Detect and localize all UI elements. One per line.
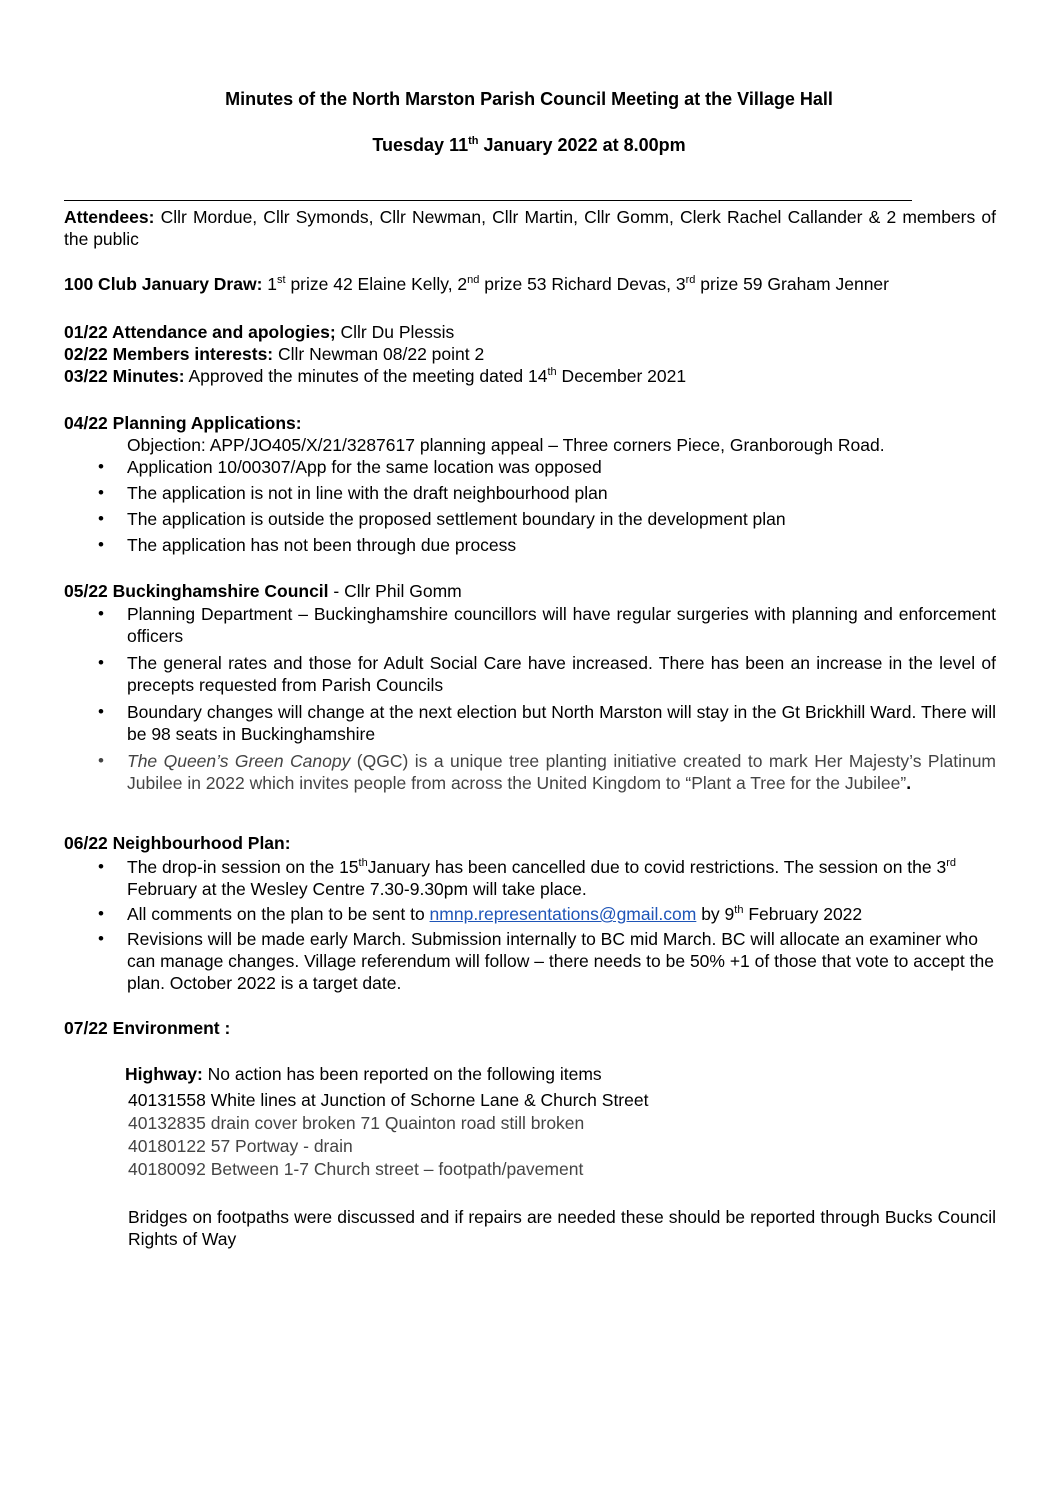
b1-sup-2: rd <box>946 857 957 870</box>
item-06-heading: 06/22 Neighbourhood Plan: <box>64 833 291 853</box>
attendees-label: Attendees: <box>64 207 155 227</box>
list-item <box>64 856 996 900</box>
b1-sup: th <box>358 857 368 870</box>
item-02-text: Cllr Newman 08/22 point 2 <box>273 344 485 364</box>
club-text-1: 1 <box>262 274 278 294</box>
list-item: • The application is not in line with the draft neighbourhood plan <box>64 482 996 504</box>
attendees-text: Cllr Mordue, Cllr Symonds, Cllr Newman, Cllr Martin, Cllr Gomm, Clerk Rachel Callander & 2 members of the public <box>64 207 996 249</box>
list-item: 40132835 drain cover broken 71 Quainton road still broken <box>128 1113 585 1133</box>
title-divider <box>64 200 912 201</box>
plan-bullet-list <box>64 856 996 994</box>
item-05-heading-suffix: - Cllr Phil Gomm <box>328 581 462 601</box>
qgc-text: (QGC) is a unique tree planting initiative created to mark Her Majesty’s Platinum Jubilee in 2022 which invites people from across the United Kingdom to “Plant a Tree for the Jubilee” <box>127 751 997 793</box>
item-03 <box>64 365 996 387</box>
club-sup-3: rd <box>685 274 696 287</box>
planning-bullet-list <box>64 456 996 556</box>
club-text-3: prize 53 Richard Devas, 3 <box>479 274 686 294</box>
highway-text: No action has been reported on the following items <box>202 1064 602 1084</box>
list-item: • Application 10/00307/App for the same location was opposed <box>64 456 996 478</box>
club-text-2: prize 42 Elaine Kelly, 2 <box>285 274 468 294</box>
item-01 <box>64 321 996 343</box>
club-draw-label: 100 Club January Draw: <box>64 274 263 294</box>
bridges-paragraph: Bridges on footpaths were discussed and if repairs are needed these should be reported through Bucks Council Rights of Way <box>128 1207 996 1249</box>
list-item: • The general rates and those for Adult Social Care have increased. There has been an increase in the level of precepts requested from Parish Councils <box>64 652 996 696</box>
b2-text: All comments on the plan to be sent to <box>127 904 430 924</box>
list-item: • The application has not been through due process <box>64 534 996 556</box>
qgc-end: . <box>906 773 912 793</box>
item-03-text: Approved the minutes of the meeting dated 14 <box>184 366 548 386</box>
highway-line <box>125 1063 993 1085</box>
item-05-heading <box>64 580 996 602</box>
objection-line: Objection: APP/JO405/X/21/3287617 planning appeal – Three corners Piece, Granborough Road. <box>127 435 885 455</box>
item-02-label: 02/22 Members interests: <box>64 344 274 364</box>
item-01-text: Cllr Du Plessis <box>335 322 455 342</box>
b1-text: The drop-in session on the 15 <box>127 857 359 877</box>
list-item: • Boundary changes will change at the next election but North Marston will stay in the Gt Brickhill Ward. There will be 98 seats in Buckinghamshire <box>64 701 996 745</box>
club-draw-paragraph <box>64 273 996 295</box>
item-02 <box>64 343 996 365</box>
qgc-title: The Queen’s Green Canopy <box>127 751 351 771</box>
item-03-sup: th <box>547 366 557 379</box>
highway-label: Highway: <box>125 1064 203 1084</box>
item-07-heading: 07/22 Environment : <box>64 1018 231 1038</box>
list-item: 40180092 Between 1-7 Church street – footpath/pavement <box>128 1159 584 1179</box>
b1-text-3: February at the Wesley Centre 7.30-9.30pm will take place. <box>127 879 587 899</box>
meeting-date <box>0 135 1058 156</box>
b2-sup: th <box>734 904 744 917</box>
item-04-heading: 04/22 Planning Applications: <box>64 413 302 433</box>
item-05-heading-text: 05/22 Buckinghamshire Council <box>64 581 329 601</box>
list-item: • The application is outside the proposed settlement boundary in the development plan <box>64 508 996 530</box>
list-item: 40180122 57 Portway - drain <box>128 1136 353 1156</box>
list-item: • Planning Department – Buckinghamshire councillors will have regular surgeries with planning and enforcement officers <box>64 603 996 647</box>
list-item <box>64 750 996 794</box>
attendees-paragraph <box>64 206 996 250</box>
list-item: 40131558 White lines at Junction of Schorne Lane & Church Street <box>128 1090 649 1110</box>
meeting-date-text: Tuesday 11 <box>372 135 469 155</box>
item-03-text-end: December 2021 <box>556 366 687 386</box>
b2-text-2: by 9 <box>696 904 735 924</box>
item-03-label: 03/22 Minutes: <box>64 366 185 386</box>
b2-text-3: February 2022 <box>743 904 863 924</box>
email-link[interactable]: nmnp.representations@gmail.com <box>429 904 697 924</box>
document-title: Minutes of the North Marston Parish Council Meeting at the Village Hall <box>225 89 833 109</box>
club-text-4: prize 59 Graham Jenner <box>695 274 889 294</box>
list-item <box>64 903 996 925</box>
item-01-label: 01/22 Attendance and apologies; <box>64 322 336 342</box>
list-item: • Revisions will be made early March. Submission internally to BC mid March. BC will allocate an examiner who can manage changes. Village referendum will follow – there needs to be 50% +1 of those that vote to accept the plan. October 2022 is a target date. <box>64 928 996 994</box>
meeting-date-sup: th <box>468 135 479 147</box>
b1-text-2: January has been cancelled due to covid restrictions. The session on the 3 <box>367 857 947 877</box>
club-sup-1: st <box>277 274 286 287</box>
club-sup-2: nd <box>467 274 480 287</box>
meeting-date-text-end: January 2022 at 8.00pm <box>478 135 686 155</box>
council-bullet-list <box>64 603 996 794</box>
